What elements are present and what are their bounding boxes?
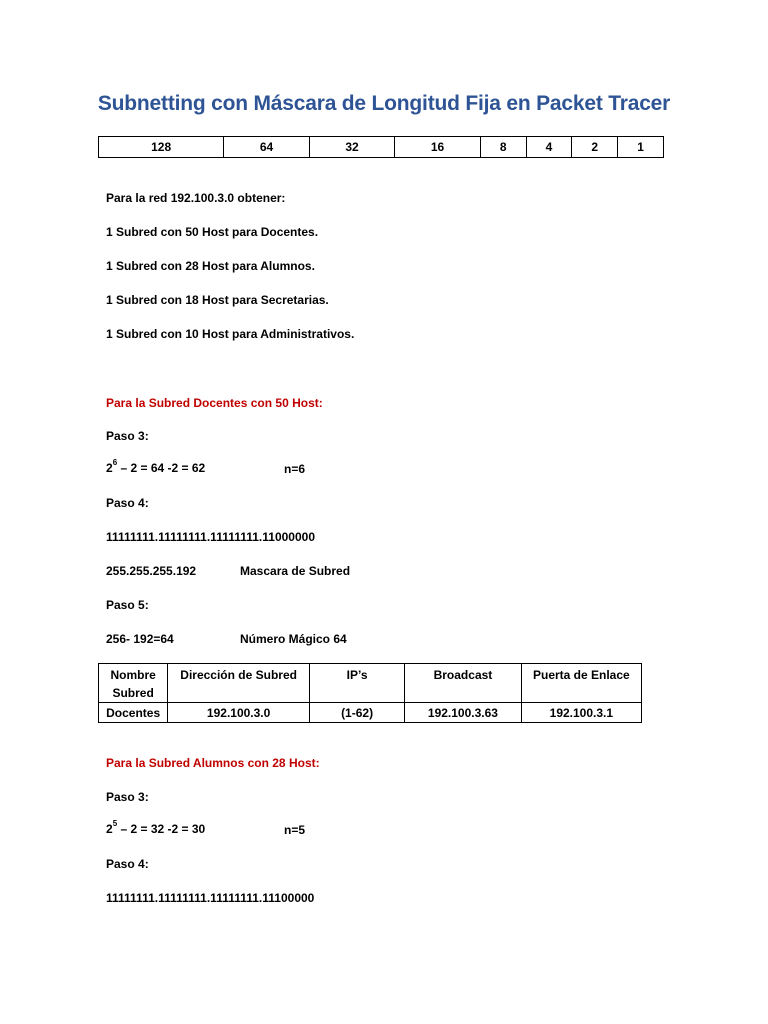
header-cell: Dirección de Subred [168,664,310,703]
formula-rest: – 2 = 32 -2 = 30 [117,822,206,836]
bit-cell: 16 [395,137,481,158]
formula-exponent: 5 [112,819,118,828]
header-cell: Nombre Subred [99,664,168,703]
table-row [99,703,642,723]
bit-cell: 128 [99,137,224,158]
n-value: n=5 [284,823,306,837]
n-value: n=6 [284,462,306,476]
subnet-mask-label: Mascara de Subred [240,564,351,578]
intro-line: 1 Subred con 10 Host para Administrativos. [106,327,355,341]
intro-line: 1 Subred con 50 Host para Docentes. [106,225,319,239]
table-cell: (1-62) [309,703,404,723]
formula-base: 2 [106,461,113,475]
page-title: Subnetting con Máscara de Longitud Fija en Packet Tracer [97,92,671,115]
bit-cell: 32 [309,137,395,158]
header-cell: Broadcast [405,664,522,703]
step-label: Paso 4: [106,857,149,871]
bit-cell: 4 [526,137,572,158]
section-heading-docentes: Para la Subred Docentes con 50 Host: [106,396,323,410]
intro-line: Para la red 192.100.3.0 obtener: [106,191,286,205]
binary-mask: 11111111.11111111.11111111.11000000 [106,530,315,544]
table-cell: 192.100.3.0 [168,703,310,723]
bit-cell: 8 [480,137,526,158]
table-cell: 192.100.3.63 [405,703,522,723]
subnet-table-docentes [98,663,642,723]
bit-cell: 64 [224,137,310,158]
table-row [99,137,664,158]
table-header-row [99,664,642,703]
formula-base: 2 [106,822,113,836]
header-cell: Puerta de Enlace [521,664,641,703]
formula [106,458,206,475]
intro-line: 1 Subred con 18 Host para Secretarias. [106,293,329,307]
step-label: Paso 5: [106,598,149,612]
formula [106,819,206,836]
binary-mask: 11111111.11111111.11111111.11100000 [106,891,315,905]
header-cell: IP’s [309,664,404,703]
step-label: Paso 3: [106,429,149,443]
table-cell: 192.100.3.1 [521,703,641,723]
step-label: Paso 3: [106,790,149,804]
formula-rest: – 2 = 64 -2 = 62 [117,461,206,475]
intro-line: 1 Subred con 28 Host para Alumnos. [106,259,315,273]
step-label: Paso 4: [106,496,149,510]
bit-values-table [98,136,664,158]
magic-number-label: Número Mágico 64 [240,632,347,646]
table-cell: Docentes [99,703,168,723]
formula-exponent: 6 [112,458,118,467]
section-heading-alumnos: Para la Subred Alumnos con 28 Host: [106,756,320,770]
bit-cell: 2 [572,137,618,158]
magic-calc: 256- 192=64 [106,632,174,646]
subnet-mask: 255.255.255.192 [106,564,197,578]
bit-cell: 1 [618,137,664,158]
